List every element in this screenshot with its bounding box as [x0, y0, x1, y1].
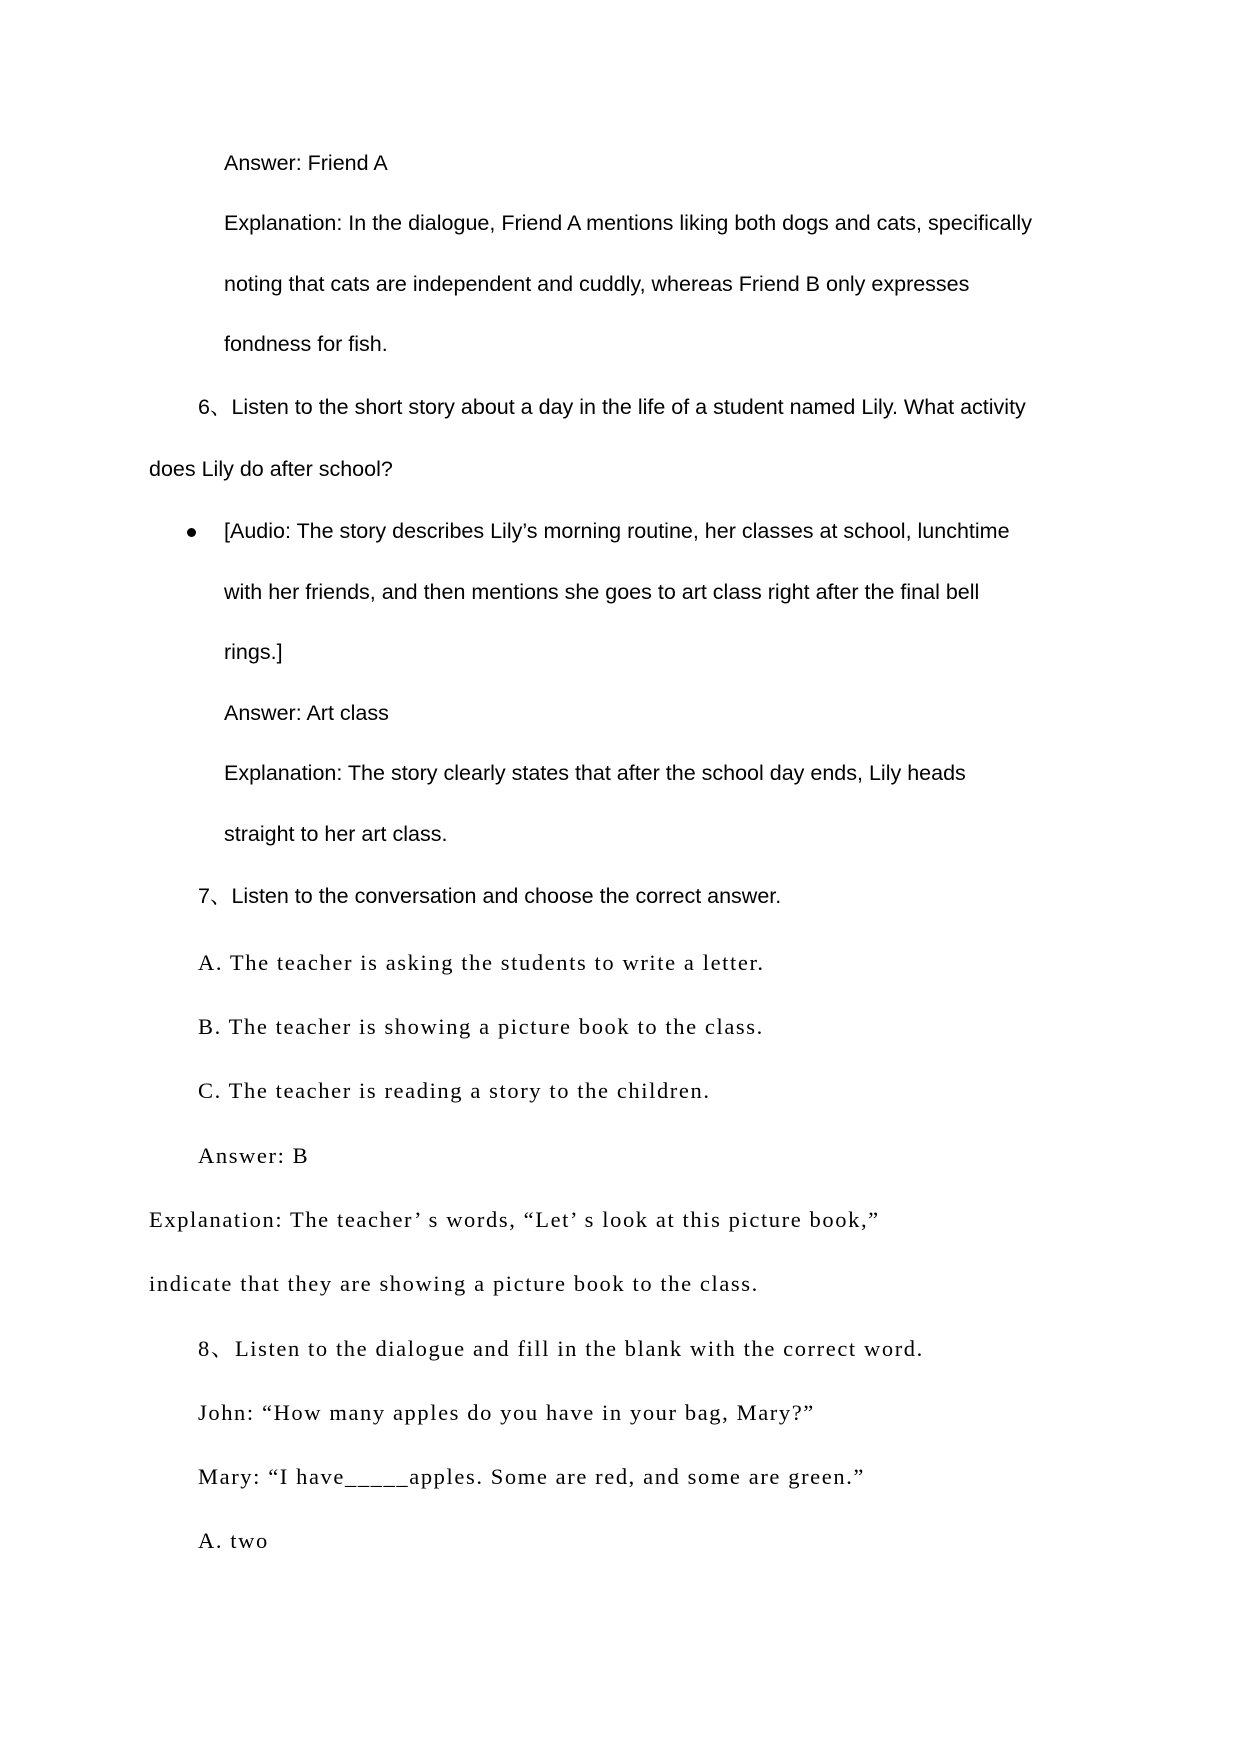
q5-explanation-line-3: fondness for fish.	[224, 332, 388, 356]
q7-explanation-line-1: Explanation: The teacher’ s words, “Let’ s look at this picture book,”	[149, 1207, 880, 1232]
q7-option-b: B. The teacher is showing a picture book to the class.	[198, 1014, 764, 1039]
q6-audio-line-1: [Audio: The story describes Lily’s morning routine, her classes at school, lunchtime	[224, 519, 1010, 543]
q6-audio-line-2: with her friends, and then mentions she goes to art class right after the final bell	[224, 580, 980, 604]
q6-explanation-line-1: Explanation: The story clearly states that after the school day ends, Lily heads	[224, 761, 966, 785]
q7-option-a: A. The teacher is asking the students to write a letter.	[198, 950, 765, 975]
q8-dialogue-mary: Mary: “I have_____apples. Some are red, and some are green.”	[198, 1464, 866, 1489]
q6-question-line-2: does Lily do after school?	[149, 457, 393, 481]
q7-answer: Answer: B	[198, 1143, 310, 1168]
q5-answer: Answer: Friend A	[224, 151, 388, 175]
q5-explanation-line-2: noting that cats are independent and cuddly, whereas Friend B only expresses	[224, 272, 970, 296]
q8-dialogue-john: John: “How many apples do you have in your bag, Mary?”	[198, 1400, 815, 1425]
q7-question: 7、Listen to the conversation and choose the correct answer.	[198, 884, 782, 908]
bullet-icon	[187, 528, 196, 537]
q5-explanation-line-1: Explanation: In the dialogue, Friend A mentions liking both dogs and cats, specifically	[224, 211, 1032, 235]
q8-question: 8、Listen to the dialogue and fill in the blank with the correct word.	[198, 1336, 924, 1361]
q6-explanation-line-2: straight to her art class.	[224, 822, 448, 846]
q6-audio-line-3: rings.]	[224, 640, 283, 664]
q6-question-line-1: 6、Listen to the short story about a day in the life of a student named Lily. What activity	[198, 395, 1026, 419]
q6-answer: Answer: Art class	[224, 701, 389, 725]
q7-option-c: C. The teacher is reading a story to the children.	[198, 1078, 711, 1103]
q8-option-a: A. two	[198, 1528, 269, 1553]
q7-explanation-line-2: indicate that they are showing a picture book to the class.	[149, 1271, 759, 1296]
